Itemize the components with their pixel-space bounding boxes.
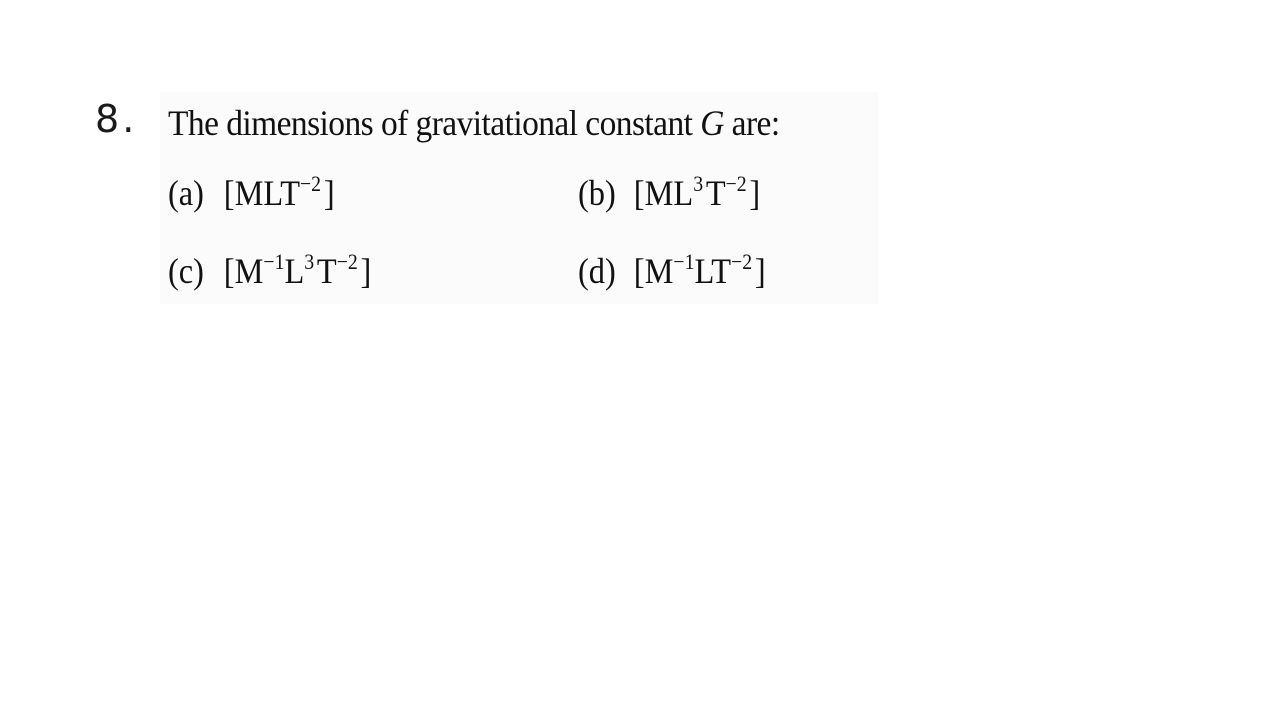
option-b-exp-1: 3 (693, 171, 704, 196)
option-c[interactable] (168, 250, 371, 292)
option-c-label: (c) (168, 251, 204, 291)
option-b-label: (b) (578, 173, 616, 213)
stem-text-before: The dimensions of gravitational constant (168, 103, 701, 143)
option-c-base-2: L (284, 251, 305, 291)
option-d-open-bracket: [ (633, 251, 645, 291)
option-d[interactable] (578, 250, 766, 292)
option-a-base-1: MLT (234, 173, 301, 213)
option-b-expression (634, 172, 760, 214)
question-number (95, 97, 135, 141)
option-b-open-bracket: [ (633, 173, 645, 213)
option-b-close-bracket: ] (749, 173, 761, 213)
option-a-expression (224, 172, 335, 214)
option-c-base-3: T (316, 251, 337, 291)
option-d-base-2: LT (694, 251, 732, 291)
option-d-exp-1: −1 (673, 249, 695, 274)
option-d-base-1: M (644, 251, 674, 291)
option-c-base-1: M (234, 251, 264, 291)
option-a-label: (a) (168, 173, 204, 213)
option-c-exp-2: 3 (304, 249, 315, 274)
stem-variable: G (700, 103, 724, 143)
option-c-close-bracket: ] (360, 251, 372, 291)
option-a-open-bracket: [ (223, 173, 235, 213)
option-a-close-bracket: ] (323, 173, 335, 213)
option-b-base-2: T (705, 173, 726, 213)
option-c-expression (224, 250, 372, 292)
option-b-exp-2: −2 (725, 171, 747, 196)
option-c-exp-3: −2 (336, 249, 358, 274)
option-a[interactable] (168, 172, 335, 214)
stem-text-after: are: (723, 103, 780, 143)
option-b[interactable] (578, 172, 760, 214)
option-d-close-bracket: ] (754, 251, 766, 291)
option-d-expression (634, 250, 766, 292)
option-a-exp-1: −2 (300, 171, 322, 196)
question-stem (168, 102, 780, 144)
option-d-exp-2: −2 (731, 249, 753, 274)
question-number-value: 8 (95, 97, 120, 141)
option-d-label: (d) (578, 251, 616, 291)
question-number-suffix: . (122, 97, 135, 141)
option-c-exp-1: −1 (263, 249, 285, 274)
question-block (160, 92, 878, 304)
option-c-open-bracket: [ (223, 251, 235, 291)
option-b-base-1: ML (644, 173, 694, 213)
